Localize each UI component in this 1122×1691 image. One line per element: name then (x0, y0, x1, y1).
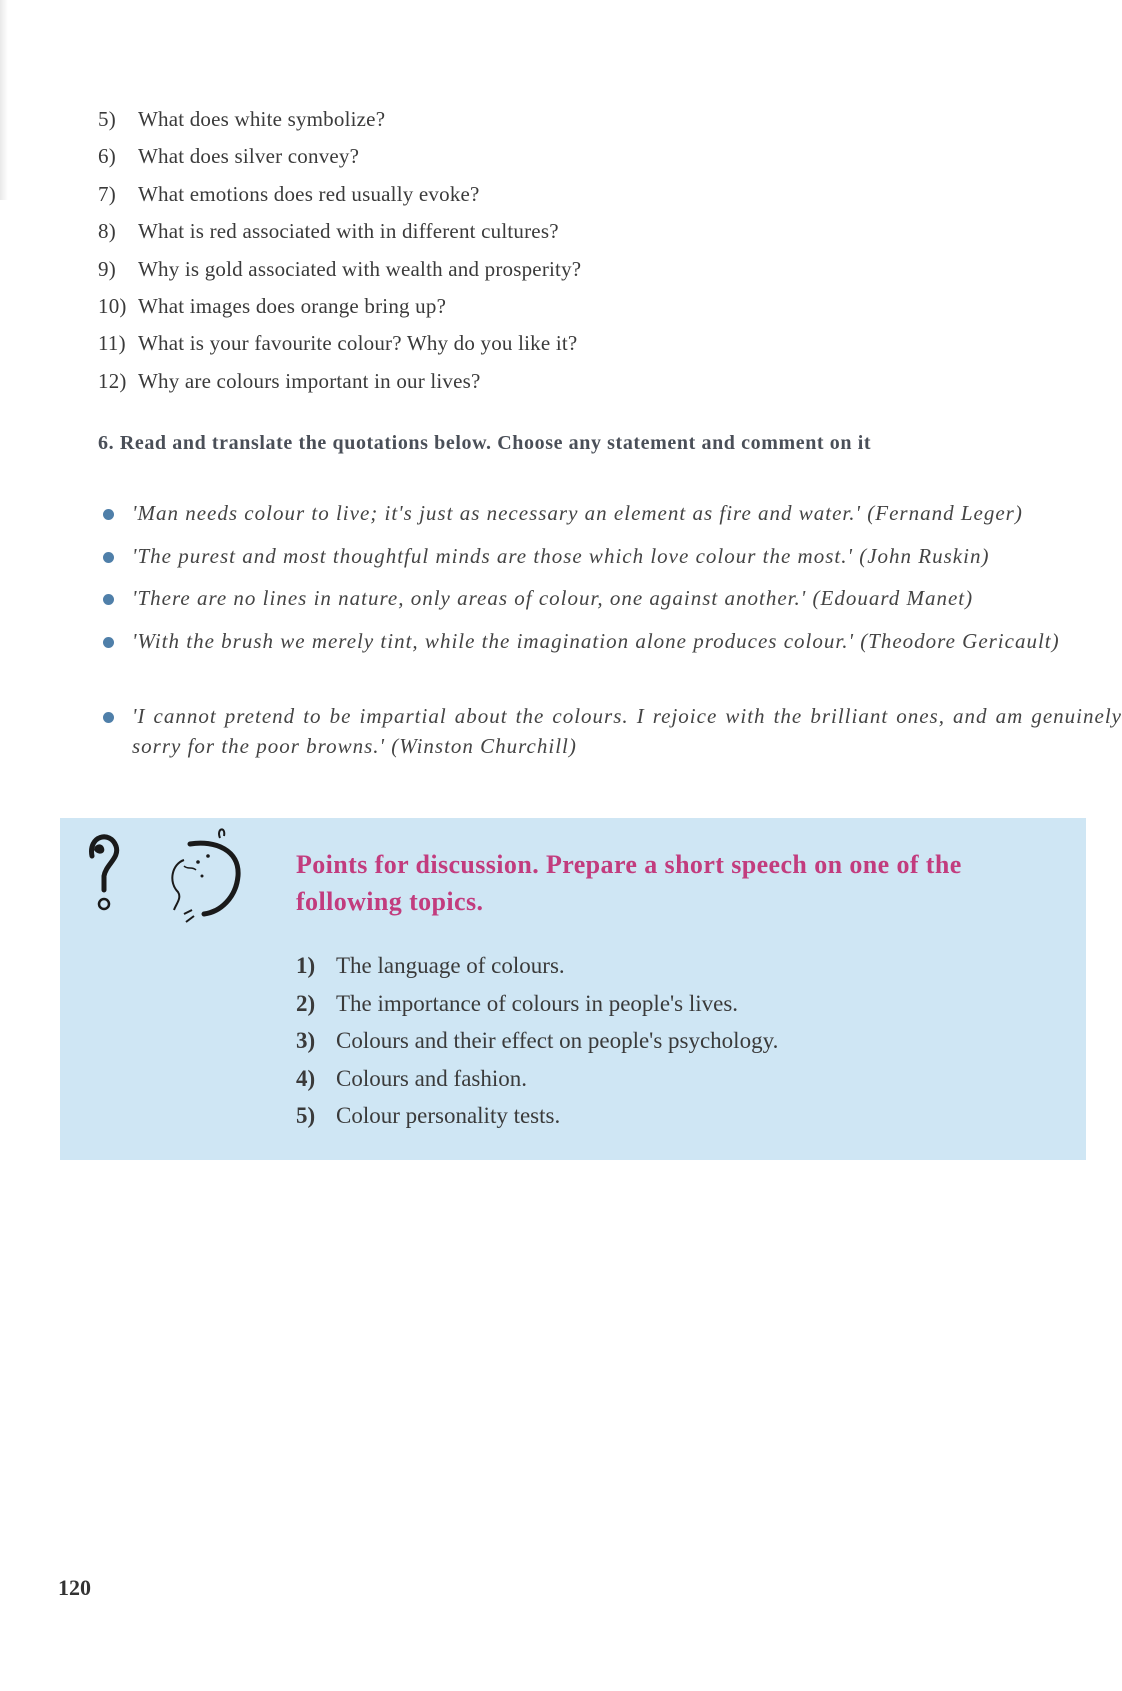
topic-text: Colours and fashion. (336, 1065, 528, 1091)
question-list (98, 104, 998, 403)
topic-text: Colours and their effect on people's psychology. (336, 1028, 779, 1053)
question-text: Why are colours important in our lives? (138, 368, 481, 393)
topic-number: 1) (296, 953, 316, 978)
topic-number: 2) (296, 990, 316, 1016)
topic-number: 3) (296, 1028, 316, 1053)
topic-list (296, 950, 778, 1138)
question-number: 8) (98, 219, 116, 244)
list-item (100, 583, 1122, 613)
task-6-heading (98, 432, 1058, 455)
bullet-icon (103, 509, 114, 520)
question-number: 12) (98, 368, 127, 393)
bullet-icon (103, 552, 114, 563)
task-number: 6. (98, 432, 115, 454)
question-text: What is your favourite colour? Why do you like it? (138, 331, 578, 356)
question-text: What is red associated with in different cultures? (138, 219, 559, 244)
list-item (98, 216, 998, 253)
list-item (98, 291, 998, 328)
question-number: 6) (98, 144, 116, 169)
list-item (100, 701, 1122, 761)
question-text: What does white symbolize? (138, 107, 386, 131)
question-number: 5) (98, 107, 116, 131)
task-instruction: Read and translate the quotations below. Choose any statement and comment on it (119, 432, 872, 454)
bullet-icon (103, 712, 114, 723)
list-item (98, 328, 998, 365)
list-item (296, 1063, 778, 1101)
bullet-icon (103, 637, 114, 648)
topic-number: 5) (296, 1103, 316, 1128)
discussion-icons (80, 826, 280, 941)
topic-text: The language of colours. (336, 953, 565, 978)
discussion-heading: Points for discussion. Prepare a short speech on one of the following topics. (296, 850, 962, 916)
topic-text: Colour personality tests. (336, 1103, 561, 1128)
bullet-icon (103, 594, 114, 605)
list-item (98, 141, 998, 178)
question-text: Why is gold associated with wealth and prosperity? (138, 256, 582, 281)
list-item (100, 498, 1122, 528)
list-item (296, 950, 778, 988)
list-item (100, 626, 1122, 656)
discussion-box (60, 818, 1086, 1160)
list-item (98, 254, 998, 291)
question-number: 10) (98, 293, 127, 318)
list-item (100, 541, 1122, 571)
question-number: 7) (98, 181, 116, 206)
question-number: 11) (98, 331, 126, 356)
list-item (98, 179, 998, 216)
question-text: What emotions does red usually evoke? (138, 181, 480, 206)
page-number: 120 (58, 1575, 91, 1600)
page-edge-shadow (0, 0, 8, 200)
list-item (296, 1025, 778, 1063)
list-item (98, 104, 998, 141)
quotation-text: 'Man needs colour to live; it's just as necessary an element as fire and water.' (Fernand Leger) (132, 501, 1023, 525)
question-text: What images does orange bring up? (138, 293, 447, 318)
topic-text: The importance of colours in people's lives. (336, 990, 739, 1016)
quotation-text: 'I cannot pretend to be impartial about the colours. I rejoice with the brilliant ones, and am genuinely sorry for the poor browns.' (Winston Churchill) (132, 704, 1122, 758)
question-thinker-icon (80, 826, 280, 936)
topic-number: 4) (296, 1065, 316, 1091)
list-item (98, 366, 998, 403)
quotation-text: 'There are no lines in nature, only areas of colour, one against another.' (Edouard Manet) (132, 586, 974, 610)
quotation-text: 'The purest and most thoughtful minds are those which love colour the most.' (John Ruskin) (132, 544, 990, 568)
list-item (296, 1100, 778, 1138)
question-text: What does silver convey? (138, 144, 360, 169)
quotation-text: 'With the brush we merely tint, while the imagination alone produces colour.' (Theodore Gericault) (132, 629, 1060, 653)
list-item (296, 988, 778, 1026)
question-number: 9) (98, 256, 116, 281)
